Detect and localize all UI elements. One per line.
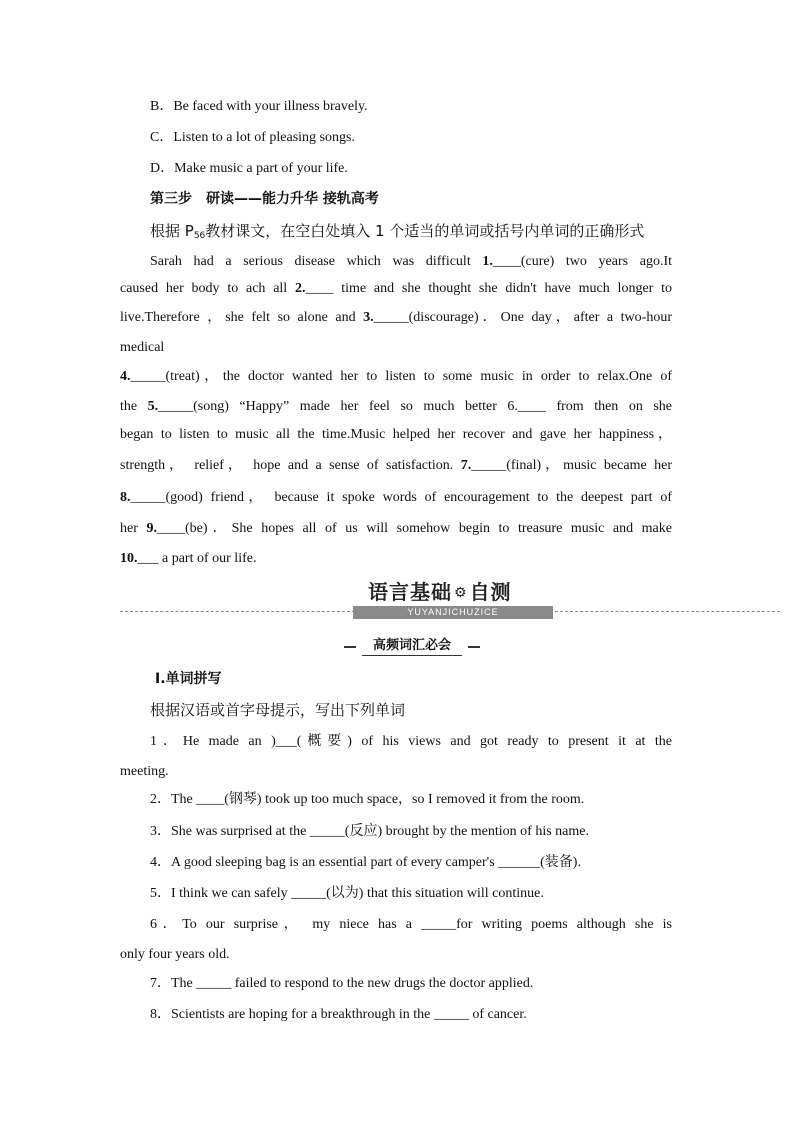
passage-instruction bbox=[150, 222, 644, 245]
passage-line bbox=[120, 280, 672, 298]
exercise-line: 7．The _____ failed to respond to the new drugs the doctor applied. bbox=[150, 976, 534, 991]
banner-title-left: 语言基础 bbox=[368, 580, 452, 604]
passage-text: _____(discourage)．One day，after a two-hour bbox=[373, 310, 672, 325]
exercise-line: 8．Scientists are hoping for a breakthrough in the _____ of cancer. bbox=[150, 1007, 527, 1022]
passage-line bbox=[120, 368, 672, 386]
passage-line bbox=[120, 426, 672, 444]
blank-number: 3. bbox=[363, 310, 374, 325]
exercise-line: 2．The ____(钢琴) took up too much space，so I removed it from the room. bbox=[150, 792, 585, 807]
gear-arrow-icon: ⚙ bbox=[454, 585, 468, 601]
banner-title-right: 自测 bbox=[469, 580, 512, 604]
passage-text: ____ time and she thought she didn't have much longer to bbox=[305, 281, 672, 296]
passage-text: the bbox=[120, 399, 148, 414]
banner-divider-left bbox=[120, 611, 360, 612]
exercise-line: 4．A good sleeping bag is an essential part of every camper's ______(装备). bbox=[150, 855, 581, 870]
passage-text: _____(treat)，the doctor wanted her to listen to some music in order to relax.One of bbox=[130, 369, 672, 384]
passage-line bbox=[120, 550, 256, 568]
exercise-line: 6．To our surprise， my niece has a _____for writing poems although she is bbox=[150, 917, 672, 932]
option-d: D．Make music a part of your life. bbox=[150, 161, 348, 176]
instruction-page-number: 56 bbox=[193, 231, 206, 241]
banner-subtitle: YUYANJICHUZICE bbox=[353, 606, 553, 619]
passage-line bbox=[150, 253, 672, 271]
exercise-line: 1．He made an )___(概要) of his views and got ready to present it at the bbox=[150, 734, 672, 749]
vocabulary-tag bbox=[344, 637, 480, 657]
passage-line bbox=[120, 398, 672, 416]
passage-text: strength， relief， hope and a sense of satisfaction. bbox=[120, 458, 461, 473]
blank-number: 5. bbox=[147, 399, 159, 414]
exercise-line: 3．She was surprised at the _____(反应) brought by the mention of his name. bbox=[150, 824, 589, 839]
section-banner bbox=[0, 580, 794, 625]
passage-text: medical bbox=[120, 340, 165, 355]
exercise-line: only four years old. bbox=[120, 947, 230, 962]
passage-text: _____(song) “Happy” made her feel so much better 6.____ from then on she bbox=[158, 399, 672, 414]
banner-divider-right bbox=[555, 611, 780, 612]
passage-line bbox=[120, 457, 672, 475]
passage-line bbox=[120, 489, 672, 507]
passage-text: _____(good) friend， because it spoke words of encouragement to the deepest part of bbox=[130, 490, 672, 505]
tag-bar-left bbox=[344, 646, 356, 648]
section-instruction: 根据汉语或首字母提示，写出下列单词 bbox=[150, 701, 406, 719]
blank-number: 4. bbox=[120, 369, 131, 384]
passage-line bbox=[120, 339, 164, 357]
passage-text: ___ a part of our life. bbox=[137, 551, 257, 566]
passage-text: began to listen to music all the time.Music helped her recover and gave her happiness， bbox=[120, 427, 672, 442]
passage-text: Sarah had a serious disease which was difficult bbox=[150, 254, 483, 269]
instruction-pre: 根据 P bbox=[150, 222, 194, 240]
blank-number: 1. bbox=[482, 254, 493, 269]
passage-line bbox=[120, 520, 672, 538]
passage-text: _____(final)，music became her bbox=[471, 458, 672, 473]
passage-line bbox=[120, 309, 672, 327]
tag-bar-right bbox=[468, 646, 480, 648]
passage-text: her bbox=[120, 521, 147, 536]
passage-text: ____(be)．She hopes all of us will somehow begin to treasure music and make bbox=[156, 521, 672, 536]
passage-text: ____(cure) two years ago.It bbox=[492, 254, 672, 269]
exercise-line: 5．I think we can safely _____(以为) that this situation will continue. bbox=[150, 886, 544, 901]
blank-number: 8. bbox=[120, 490, 131, 505]
banner-title bbox=[368, 580, 528, 604]
passage-text: live.Therefore ，she felt so alone and bbox=[120, 310, 364, 325]
blank-number: 2. bbox=[294, 281, 306, 296]
tag-label: 高频词汇必会 bbox=[362, 637, 462, 656]
blank-number: 10. bbox=[120, 551, 138, 566]
option-c: C．Listen to a lot of pleasing songs. bbox=[150, 130, 355, 145]
step-heading: 第三步 研读——能力升华 接轨高考 bbox=[150, 191, 379, 207]
section-heading: Ⅰ.单词拼写 bbox=[155, 671, 222, 687]
blank-number: 9. bbox=[146, 521, 157, 536]
instruction-post: 教材课文，在空白处填入 1 个适当的单词或括号内单词的正确形式 bbox=[205, 222, 645, 240]
blank-number: 7. bbox=[460, 458, 472, 473]
exercise-line: meeting. bbox=[120, 764, 169, 779]
option-b: B．Be faced with your illness bravely. bbox=[150, 99, 368, 114]
passage-text: caused her body to ach all bbox=[120, 281, 295, 296]
